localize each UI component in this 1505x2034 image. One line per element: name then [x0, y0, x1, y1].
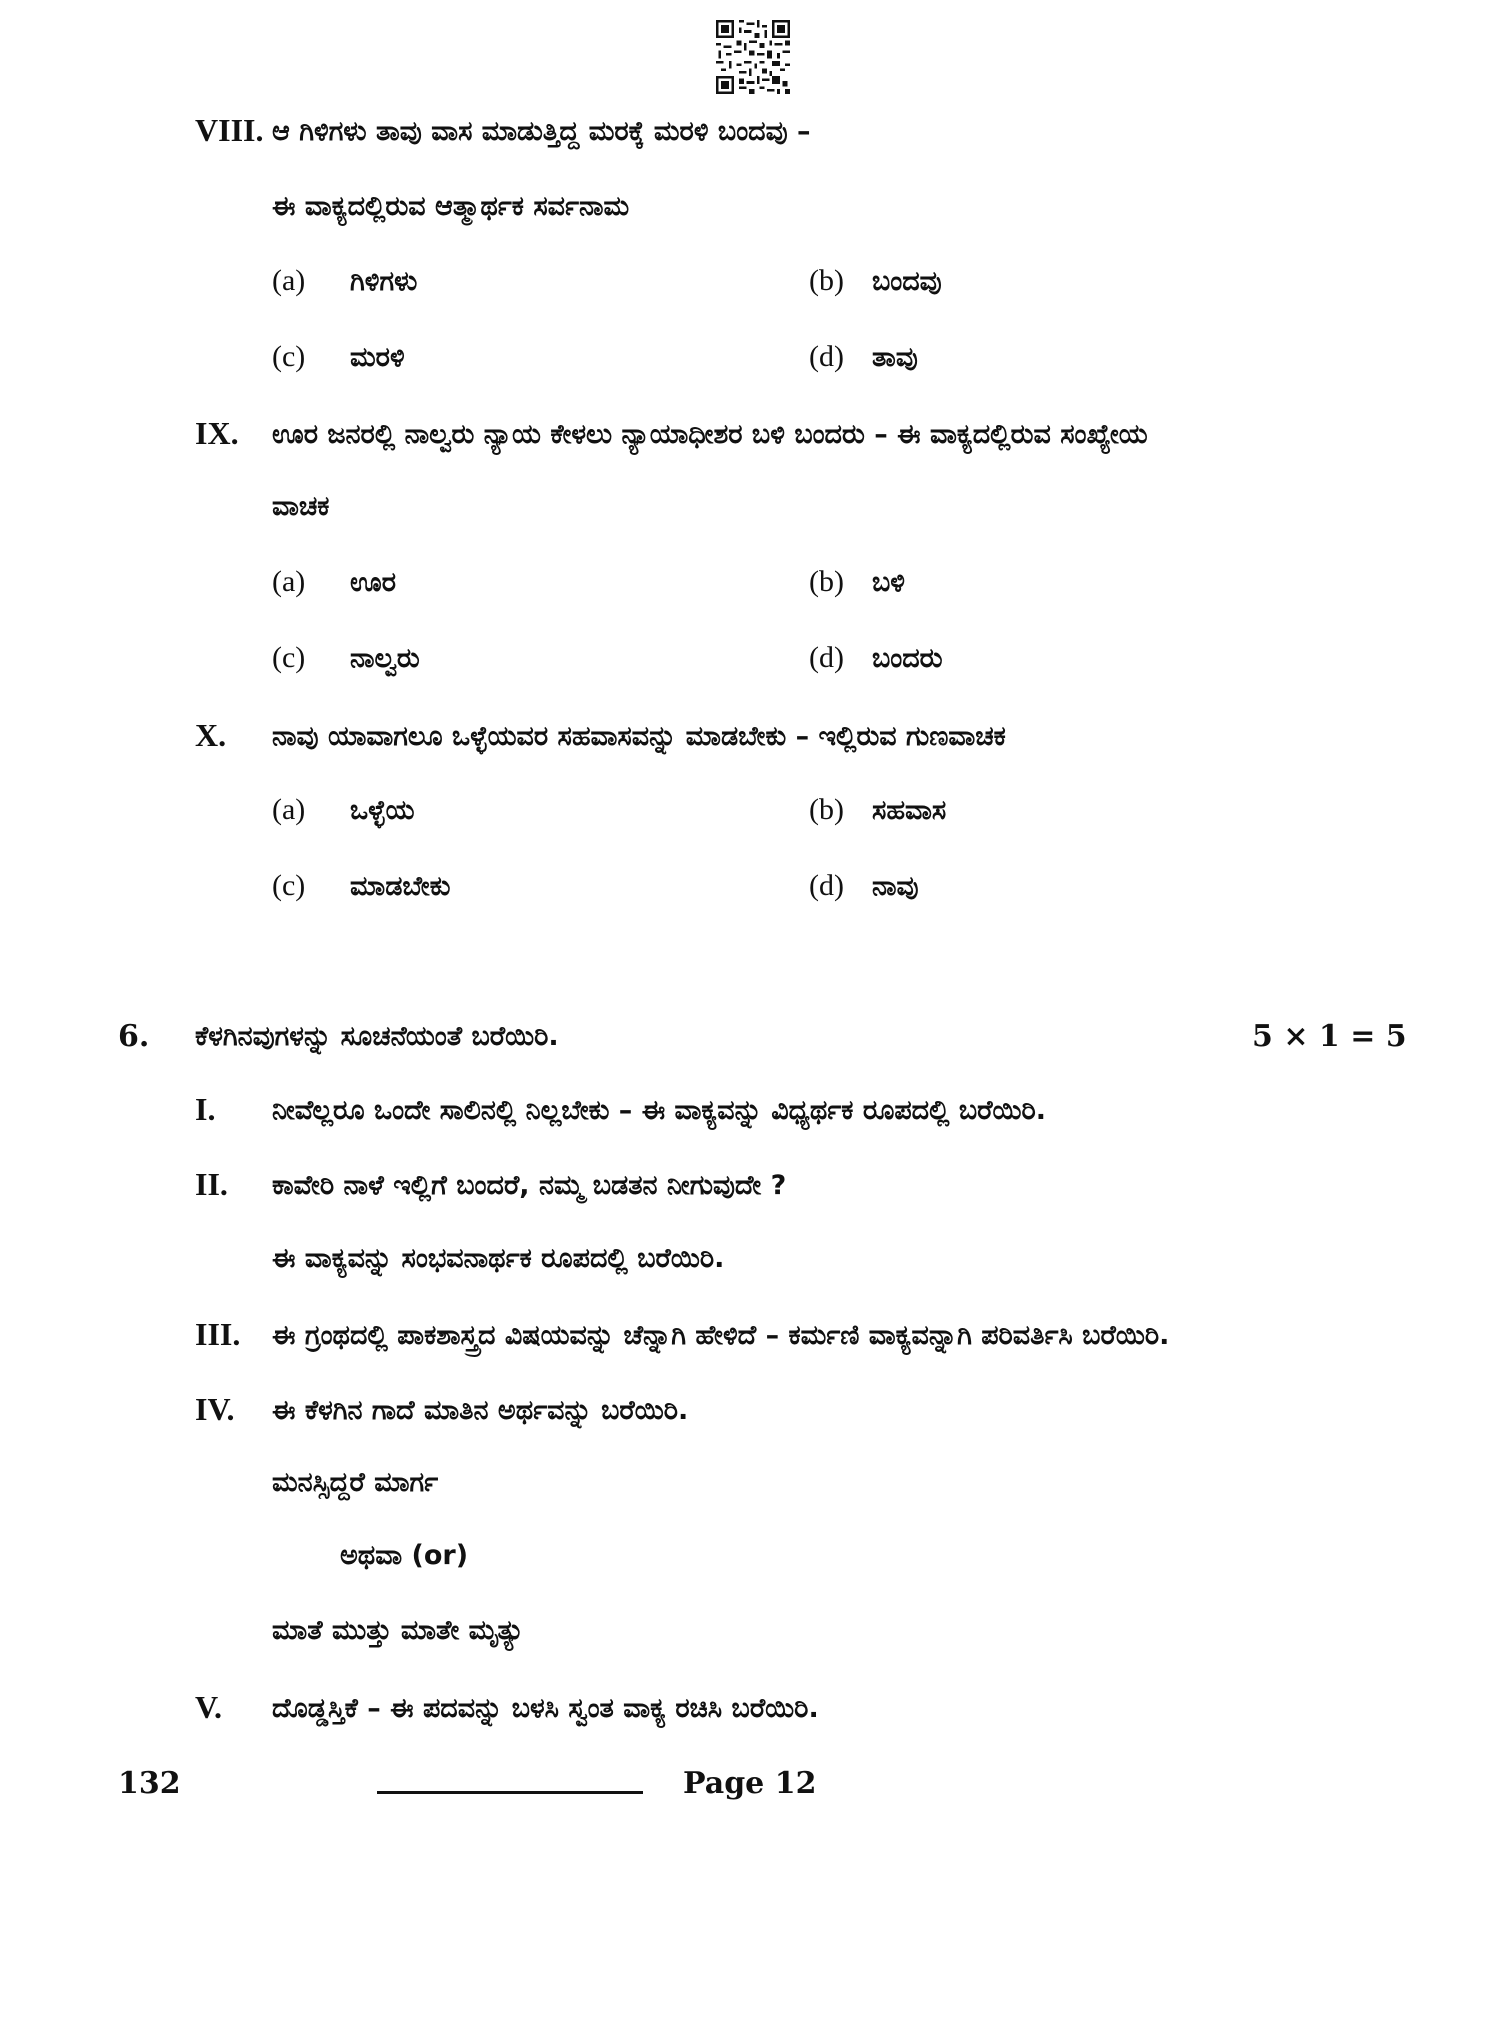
- option-text: ನಾಲ್ವರು: [350, 643, 420, 674]
- option-label: (c): [272, 869, 306, 902]
- option-text: ಬಳಿ: [872, 567, 905, 598]
- sub-question-text: ನೀವೆಲ್ಲರೂ ಒಂದೇ ಸಾಲಿನಲ್ಲಿ ನಿಲ್ಲಬೇಕು – ಈ ವಾಕ್ಯವನ್ನು ವಿಧ್ಯರ್ಥಕ ರೂಪದಲ್ಲಿ ಬರೆಯಿರಿ.: [272, 1095, 1047, 1126]
- option-text: ಒಳ್ಳೆಯ: [350, 795, 415, 826]
- sub-question-text: ದೊಡ್ಡಸ್ತಿಕೆ – ಈ ಪದವನ್ನು ಬಳಸಿ ಸ್ವಂತ ವಾಕ್ಯ ರಚಿಸಿ ಬರೆಯಿರಿ.: [272, 1693, 819, 1724]
- option-text: ಬಂದವು: [872, 266, 942, 297]
- or-label: ಅಥವಾ (or): [340, 1540, 469, 1571]
- question-number: VIII.: [195, 112, 264, 148]
- page-number: Page 12: [683, 1766, 817, 1801]
- option-label: (d): [809, 869, 844, 902]
- option-label: (d): [809, 340, 844, 373]
- option-text: ಊರ: [350, 567, 396, 598]
- option-label: (a): [272, 793, 306, 826]
- marks-label: 5 × 1 = 5: [1252, 1019, 1407, 1054]
- question-text: ಆ ಗಿಳಿಗಳು ತಾವು ವಾಸ ಮಾಡುತ್ತಿದ್ದ ಮರಕ್ಕೆ ಮರಳಿ ಬಂದವು –: [272, 116, 811, 147]
- question-number: X.: [195, 717, 227, 753]
- proverb-option: ಮನಸ್ಸಿದ್ದರೆ ಮಾರ್ಗ: [272, 1467, 439, 1498]
- sub-question-number: IV.: [195, 1391, 235, 1427]
- option-text: ಮರಳಿ: [350, 342, 405, 373]
- sub-question-number: III.: [195, 1316, 241, 1352]
- question-text: ನಾವು ಯಾವಾಗಲೂ ಒಳ್ಳೆಯವರ ಸಹವಾಸವನ್ನು ಮಾಡಬೇಕು – ಇಲ್ಲಿರುವ ಗುಣವಾಚಕ: [272, 721, 1006, 752]
- proverb-option: ಮಾತೆ ಮುತ್ತು ಮಾತೇ ಮೃತ್ಯು: [272, 1615, 525, 1646]
- sub-question-text: ಈ ಗ್ರಂಥದಲ್ಲಿ ಪಾಕಶಾಸ್ತ್ರದ ವಿಷಯವನ್ನು ಚೆನ್ನಾಗಿ ಹೇಳಿದೆ – ಕರ್ಮಣಿ ವಾಕ್ಯವನ್ನಾಗಿ ಪರಿವರ್ತಿಸಿ ಬರೆಯಿರಿ.: [272, 1320, 1170, 1351]
- sub-question-text-continued: ಈ ವಾಕ್ಯವನ್ನು ಸಂಭವನಾರ್ಥಕ ರೂಪದಲ್ಲಿ ಬರೆಯಿರಿ.: [272, 1243, 725, 1274]
- option-label: (c): [272, 340, 306, 373]
- option-text: ಬಂದರು: [872, 643, 943, 674]
- footer-divider: [377, 1791, 643, 1794]
- option-text: ಮಾಡಬೇಕು: [350, 871, 451, 902]
- sub-question-text: ಈ ಕೆಳಗಿನ ಗಾದೆ ಮಾತಿನ ಅರ್ಥವನ್ನು ಬರೆಯಿರಿ.: [272, 1395, 689, 1426]
- question-text-continued: ವಾಚಕ: [272, 491, 330, 522]
- option-label: (a): [272, 264, 306, 297]
- question-prompt: ಈ ವಾಕ್ಯದಲ್ಲಿರುವ ಆತ್ಮಾರ್ಥಕ ಸರ್ವನಾಮ: [272, 191, 630, 222]
- qr-code-icon: [716, 20, 790, 94]
- option-text: ಗಿಳಿಗಳು: [350, 266, 418, 297]
- option-text: ತಾವು: [872, 342, 918, 373]
- sub-question-text: ಕಾವೇರಿ ನಾಳೆ ಇಲ್ಲಿಗೆ ಬಂದರೆ, ನಮ್ಮ ಬಡತನ ನೀಗುವುದೇ ?: [272, 1170, 787, 1201]
- option-label: (d): [809, 641, 844, 674]
- option-text: ನಾವು: [872, 871, 919, 902]
- question-number: IX.: [195, 415, 239, 451]
- paper-code: 132: [118, 1766, 181, 1801]
- question-text: ಊರ ಜನರಲ್ಲಿ ನಾಲ್ವರು ನ್ಯಾಯ ಕೇಳಲು ನ್ಯಾಯಾಧೀಶರ ಬಳಿ ಬಂದರು – ಈ ವಾಕ್ಯದಲ್ಲಿರುವ ಸಂಖ್ಯೇಯ: [272, 419, 1148, 450]
- sub-question-number: V.: [195, 1689, 222, 1725]
- option-label: (c): [272, 641, 306, 674]
- sub-question-number: I.: [195, 1091, 216, 1127]
- option-text: ಸಹವಾಸ: [872, 795, 947, 826]
- question-text: ಕೆಳಗಿನವುಗಳನ್ನು ಸೂಚನೆಯಂತೆ ಬರೆಯಿರಿ.: [195, 1021, 559, 1052]
- sub-question-number: II.: [195, 1166, 228, 1202]
- option-label: (b): [809, 565, 844, 598]
- option-label: (b): [809, 264, 844, 297]
- option-label: (a): [272, 565, 306, 598]
- option-label: (b): [809, 793, 844, 826]
- question-number: 6.: [118, 1019, 150, 1054]
